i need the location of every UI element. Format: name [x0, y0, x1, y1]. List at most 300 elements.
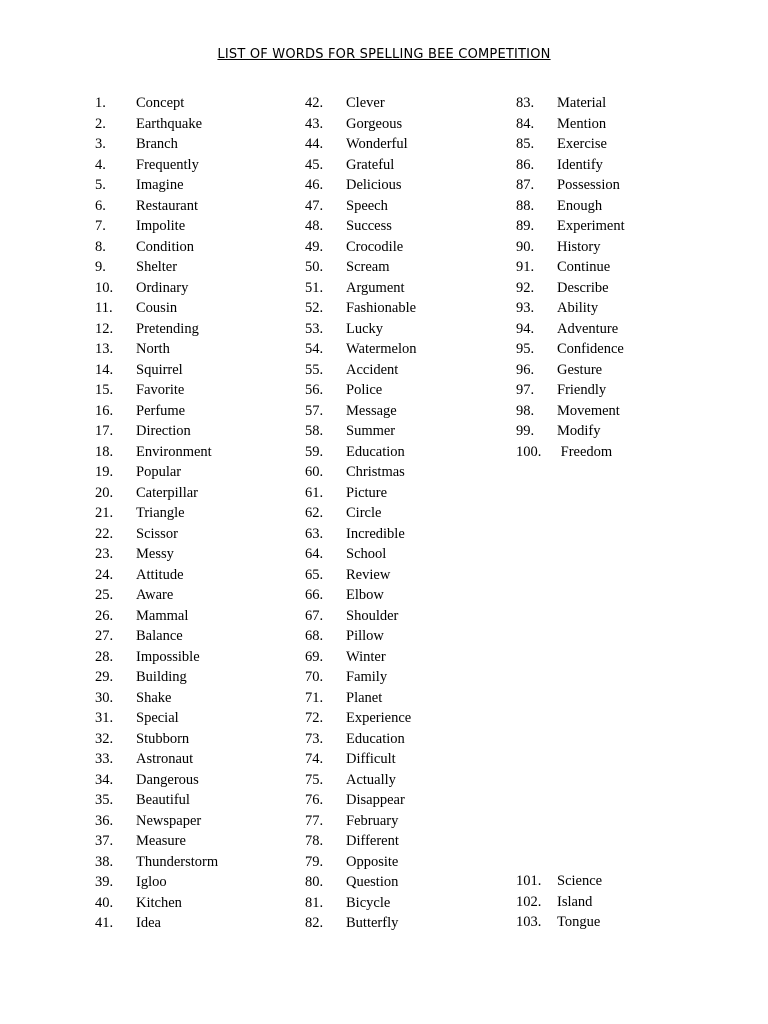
- word-number: 30.: [95, 689, 114, 706]
- word-list-item: [95, 421, 218, 442]
- word-text: Ordinary: [136, 279, 189, 296]
- word-list-item: [305, 237, 417, 258]
- word-number: 11.: [95, 300, 113, 316]
- word-text: Confidence: [557, 341, 624, 357]
- word-number: 46.: [305, 177, 324, 193]
- word-text: Experiment: [557, 218, 625, 234]
- word-list-item: [516, 93, 625, 114]
- word-list-item: [305, 544, 417, 565]
- word-number: 34.: [95, 771, 114, 788]
- page-title: LIST OF WORDS FOR SPELLING BEE COMPETITION: [217, 47, 551, 62]
- word-text: Mammal: [136, 607, 189, 624]
- word-text: Wonderful: [346, 136, 408, 152]
- word-number: 69.: [305, 648, 324, 665]
- word-text: Igloo: [136, 874, 167, 890]
- word-text: Impossible: [136, 648, 200, 665]
- word-number: 66.: [305, 587, 324, 603]
- word-text: Summer: [346, 423, 396, 439]
- word-number: 93.: [516, 300, 535, 316]
- word-number: 36.: [95, 812, 114, 829]
- word-text: Favorite: [136, 382, 185, 398]
- word-text: Elbow: [346, 587, 384, 603]
- word-text: Difficult: [346, 751, 396, 767]
- word-text: Mention: [557, 115, 607, 132]
- word-number: 60.: [305, 464, 324, 480]
- word-number: 4.: [95, 156, 106, 173]
- word-number: 82.: [305, 915, 324, 931]
- word-number: 14.: [95, 361, 114, 378]
- word-list-item: [305, 790, 417, 811]
- word-text: Incredible: [346, 525, 405, 542]
- word-text: Scream: [346, 259, 390, 275]
- word-number: 62.: [305, 505, 324, 521]
- word-number: 84.: [516, 115, 535, 132]
- word-text: Island: [557, 893, 593, 910]
- word-number: 96.: [516, 361, 535, 378]
- word-number: 40.: [95, 894, 114, 911]
- word-text: Butterfly: [346, 915, 399, 931]
- word-list-item: [95, 155, 218, 176]
- word-text: Describe: [557, 279, 609, 296]
- word-number: 37.: [95, 833, 114, 849]
- word-text: Thunderstorm: [136, 853, 219, 870]
- word-column-3-bottom: [516, 871, 602, 933]
- word-number: 16.: [95, 402, 114, 419]
- word-text: Balance: [136, 628, 183, 644]
- word-number: 32.: [95, 730, 114, 747]
- word-list-item: [516, 912, 602, 933]
- word-list-item: [516, 339, 625, 360]
- word-number: 41.: [95, 915, 114, 931]
- word-list-item: [95, 913, 218, 934]
- word-list-item: [95, 524, 218, 545]
- word-text: Picture: [346, 484, 388, 501]
- word-text: Tongue: [557, 914, 601, 930]
- word-list-item: [305, 319, 417, 340]
- word-number: 102.: [516, 893, 542, 910]
- word-list-item: [95, 626, 218, 647]
- word-number: 71.: [305, 689, 324, 706]
- word-text: Cousin: [136, 300, 178, 316]
- word-list-item: [95, 442, 218, 463]
- word-text: Fashionable: [346, 300, 417, 316]
- word-list-item: [305, 524, 417, 545]
- word-number: 19.: [95, 464, 114, 480]
- word-list-item: [95, 544, 218, 565]
- word-number: 17.: [95, 423, 114, 439]
- word-text: Lucky: [346, 320, 384, 337]
- word-text: Grateful: [346, 156, 395, 173]
- word-text: Enough: [557, 197, 603, 214]
- word-number: 10.: [95, 279, 114, 296]
- word-list-item: [305, 565, 417, 586]
- word-list-item: [516, 114, 625, 135]
- word-text: Condition: [136, 238, 195, 255]
- word-text: Perfume: [136, 402, 186, 419]
- word-number: 43.: [305, 115, 324, 132]
- word-text: Review: [346, 566, 391, 583]
- word-number: 53.: [305, 320, 324, 337]
- word-number: 57.: [305, 402, 324, 419]
- word-list-item: [95, 790, 218, 811]
- word-list-item: [95, 319, 218, 340]
- word-text: Friendly: [557, 382, 607, 398]
- word-list-item: [516, 237, 625, 258]
- word-text: Actually: [346, 771, 396, 788]
- word-text: Identify: [557, 156, 603, 173]
- word-list-item: [516, 401, 625, 422]
- word-text: Shoulder: [346, 607, 399, 624]
- word-list-item: [95, 237, 218, 258]
- word-text: Messy: [136, 546, 174, 562]
- word-number: 26.: [95, 607, 114, 624]
- word-list-item: [95, 749, 218, 770]
- word-column-1: [95, 93, 218, 934]
- word-list-item: [305, 216, 417, 237]
- word-list-item: [95, 483, 218, 504]
- word-text: Delicious: [346, 177, 402, 193]
- word-column-2: [305, 93, 417, 934]
- word-number: 54.: [305, 341, 324, 357]
- word-text: Measure: [136, 833, 186, 849]
- word-text: Kitchen: [136, 894, 182, 911]
- word-text: Exercise: [557, 136, 607, 152]
- word-number: 101.: [516, 873, 542, 889]
- word-text: Adventure: [557, 320, 619, 337]
- word-number: 45.: [305, 156, 324, 173]
- word-list-item: [516, 892, 602, 913]
- word-list-item: [305, 380, 417, 401]
- word-text: Environment: [136, 443, 212, 460]
- word-list-item: [305, 831, 417, 852]
- word-text: Concept: [136, 95, 185, 111]
- word-number: 47.: [305, 197, 324, 214]
- word-list-item: [305, 770, 417, 791]
- word-number: 35.: [95, 792, 114, 808]
- word-number: 31.: [95, 710, 114, 726]
- word-number: 38.: [95, 853, 114, 870]
- word-list-item: [516, 155, 625, 176]
- word-list-item: [305, 585, 417, 606]
- word-list-item: [516, 298, 625, 319]
- word-number: 75.: [305, 771, 324, 788]
- word-number: 12.: [95, 320, 114, 337]
- word-text: Scissor: [136, 525, 178, 542]
- word-number: 86.: [516, 156, 535, 173]
- word-list-item: [95, 339, 218, 360]
- word-list-item: [95, 196, 218, 217]
- word-number: 95.: [516, 341, 535, 357]
- word-text: Movement: [557, 402, 620, 419]
- word-list-item: [305, 175, 417, 196]
- word-number: 8.: [95, 238, 106, 255]
- word-number: 1.: [95, 95, 106, 111]
- word-number: 72.: [305, 710, 324, 726]
- word-list-item: [305, 298, 417, 319]
- word-text: Building: [136, 669, 187, 685]
- word-list-item: [516, 380, 625, 401]
- word-text: Science: [557, 873, 603, 889]
- word-list-item: [305, 339, 417, 360]
- word-list-item: [516, 196, 625, 217]
- word-list-item: [95, 708, 218, 729]
- word-number: 9.: [95, 259, 106, 275]
- word-text: Disappear: [346, 792, 405, 808]
- word-text: Restaurant: [136, 197, 199, 214]
- word-number: 39.: [95, 874, 114, 890]
- word-number: 27.: [95, 628, 114, 644]
- word-list-item: [516, 871, 602, 892]
- word-list-item: [305, 503, 417, 524]
- word-list-item: [95, 401, 218, 422]
- word-text: Opposite: [346, 853, 399, 870]
- word-list-item: [95, 360, 218, 381]
- word-text: Gorgeous: [346, 115, 403, 132]
- word-number: 77.: [305, 812, 324, 829]
- word-text: History: [557, 238, 601, 255]
- word-number: 49.: [305, 238, 324, 255]
- word-number: 15.: [95, 382, 114, 398]
- word-list-item: [305, 729, 417, 750]
- word-text: Newspaper: [136, 812, 202, 829]
- word-number: 100.: [516, 443, 542, 460]
- word-list-item: [95, 134, 218, 155]
- word-number: 42.: [305, 95, 324, 111]
- word-list-item: [95, 647, 218, 668]
- word-list-item: [305, 872, 417, 893]
- word-text: Beautiful: [136, 792, 190, 808]
- word-number: 24.: [95, 566, 114, 583]
- word-number: 55.: [305, 361, 324, 378]
- word-list-item: [95, 503, 218, 524]
- word-number: 79.: [305, 853, 324, 870]
- word-text: Bicycle: [346, 894, 391, 911]
- word-number: 51.: [305, 279, 324, 296]
- word-list-item: [95, 852, 218, 873]
- word-number: 22.: [95, 525, 114, 542]
- word-text: Possession: [557, 177, 620, 193]
- word-text: Crocodile: [346, 238, 404, 255]
- word-text: Watermelon: [346, 341, 417, 357]
- word-text: Police: [346, 382, 383, 398]
- word-number: 33.: [95, 751, 114, 767]
- word-list-item: [95, 893, 218, 914]
- word-number: 83.: [516, 95, 535, 111]
- word-text: North: [136, 341, 170, 357]
- word-number: 70.: [305, 669, 324, 685]
- word-text: Imagine: [136, 177, 184, 193]
- word-list-item: [95, 93, 218, 114]
- word-number: 5.: [95, 177, 106, 193]
- word-list-item: [305, 278, 417, 299]
- word-list-item: [305, 401, 417, 422]
- word-text: Argument: [346, 279, 405, 296]
- word-text: School: [346, 546, 387, 562]
- word-number: 29.: [95, 669, 114, 685]
- word-number: 48.: [305, 218, 324, 234]
- word-text: Planet: [346, 689, 383, 706]
- word-text: Freedom: [557, 443, 613, 460]
- word-number: 88.: [516, 197, 535, 214]
- word-text: Pretending: [136, 320, 199, 337]
- word-list-item: [305, 893, 417, 914]
- word-text: Question: [346, 874, 399, 890]
- word-number: 89.: [516, 218, 535, 234]
- word-number: 64.: [305, 546, 324, 562]
- word-list-item: [95, 565, 218, 586]
- word-number: 63.: [305, 525, 324, 542]
- word-number: 94.: [516, 320, 535, 337]
- word-list-item: [95, 729, 218, 750]
- word-text: Branch: [136, 136, 178, 152]
- word-number: 23.: [95, 546, 114, 562]
- word-text: Speech: [346, 197, 388, 214]
- word-number: 21.: [95, 505, 114, 521]
- word-list-item: [305, 257, 417, 278]
- word-text: Pillow: [346, 628, 384, 644]
- word-list-item: [305, 114, 417, 135]
- word-list-item: [516, 421, 625, 442]
- word-number: 58.: [305, 423, 324, 439]
- word-number: 2.: [95, 115, 106, 132]
- word-number: 65.: [305, 566, 324, 583]
- word-list-item: [95, 811, 218, 832]
- word-list-item: [95, 770, 218, 791]
- word-text: Shelter: [136, 259, 178, 275]
- word-number: 68.: [305, 628, 324, 644]
- word-list-item: [95, 114, 218, 135]
- word-number: 28.: [95, 648, 114, 665]
- word-number: 91.: [516, 259, 535, 275]
- word-text: Aware: [136, 587, 174, 603]
- word-text: Accident: [346, 361, 399, 378]
- word-text: Family: [346, 669, 388, 685]
- word-number: 20.: [95, 484, 114, 501]
- word-list-item: [95, 216, 218, 237]
- word-number: 99.: [516, 423, 535, 439]
- word-number: 59.: [305, 443, 324, 460]
- word-list-item: [516, 360, 625, 381]
- word-list-item: [305, 667, 417, 688]
- word-number: 74.: [305, 751, 324, 767]
- word-text: Christmas: [346, 464, 405, 480]
- word-number: 6.: [95, 197, 106, 214]
- word-list-item: [305, 626, 417, 647]
- word-list-item: [95, 872, 218, 893]
- word-list-item: [305, 442, 417, 463]
- word-list-item: [305, 606, 417, 627]
- word-number: 97.: [516, 382, 535, 398]
- word-number: 3.: [95, 136, 106, 152]
- word-text: Squirrel: [136, 361, 183, 378]
- word-list-item: [305, 93, 417, 114]
- word-number: 18.: [95, 443, 114, 460]
- word-text: Special: [136, 710, 179, 726]
- word-list-item: [305, 483, 417, 504]
- word-list-item: [305, 852, 417, 873]
- word-list-item: [516, 319, 625, 340]
- word-text: Modify: [557, 423, 601, 439]
- word-list-item: [305, 155, 417, 176]
- word-number: 25.: [95, 587, 114, 603]
- word-number: 81.: [305, 894, 324, 911]
- word-text: Stubborn: [136, 730, 190, 747]
- word-list-item: [305, 360, 417, 381]
- word-text: Education: [346, 443, 405, 460]
- word-number: 98.: [516, 402, 535, 419]
- word-text: Ability: [557, 300, 599, 316]
- word-number: 78.: [305, 833, 324, 849]
- word-column-3: [516, 93, 625, 462]
- word-number: 103.: [516, 914, 542, 930]
- word-number: 67.: [305, 607, 324, 624]
- word-number: 73.: [305, 730, 324, 747]
- word-text: Astronaut: [136, 751, 194, 767]
- word-number: 85.: [516, 136, 535, 152]
- word-number: 13.: [95, 341, 114, 357]
- word-text: Earthquake: [136, 115, 203, 132]
- word-list-item: [95, 175, 218, 196]
- word-list-item: [305, 913, 417, 934]
- word-text: Idea: [136, 915, 161, 931]
- word-number: 56.: [305, 382, 324, 398]
- word-text: Education: [346, 730, 405, 747]
- word-list-item: [516, 257, 625, 278]
- word-list-item: [305, 196, 417, 217]
- word-text: Circle: [346, 505, 382, 521]
- word-list-item: [95, 688, 218, 709]
- word-text: Caterpillar: [136, 484, 199, 501]
- word-text: Different: [346, 833, 399, 849]
- word-number: 44.: [305, 136, 324, 152]
- word-list-item: [95, 831, 218, 852]
- word-number: 80.: [305, 874, 324, 890]
- word-list-item: [516, 216, 625, 237]
- word-list-item: [95, 257, 218, 278]
- word-list-item: [95, 278, 218, 299]
- word-list-item: [305, 134, 417, 155]
- word-list-item: [305, 688, 417, 709]
- word-list-item: [516, 134, 625, 155]
- word-text: Shake: [136, 689, 172, 706]
- word-number: 87.: [516, 177, 535, 193]
- word-number: 76.: [305, 792, 324, 808]
- word-text: Popular: [136, 464, 182, 480]
- word-list-item: [95, 667, 218, 688]
- word-list-item: [305, 708, 417, 729]
- word-list-item: [516, 175, 625, 196]
- word-list-item: [516, 442, 625, 463]
- word-text: Continue: [557, 259, 611, 275]
- word-text: Message: [346, 402, 397, 419]
- word-text: Material: [557, 95, 607, 111]
- word-number: 90.: [516, 238, 535, 255]
- word-list-item: [305, 647, 417, 668]
- word-text: Frequently: [136, 156, 199, 173]
- word-list-item: [95, 462, 218, 483]
- word-text: February: [346, 812, 399, 829]
- word-text: Success: [346, 218, 392, 234]
- word-text: Gesture: [557, 361, 603, 378]
- word-text: Clever: [346, 95, 385, 111]
- word-text: Triangle: [136, 505, 185, 521]
- word-list-item: [305, 811, 417, 832]
- word-text: Dangerous: [136, 771, 199, 788]
- word-list-item: [95, 606, 218, 627]
- word-text: Impolite: [136, 218, 186, 234]
- word-list-item: [305, 749, 417, 770]
- word-number: 92.: [516, 279, 535, 296]
